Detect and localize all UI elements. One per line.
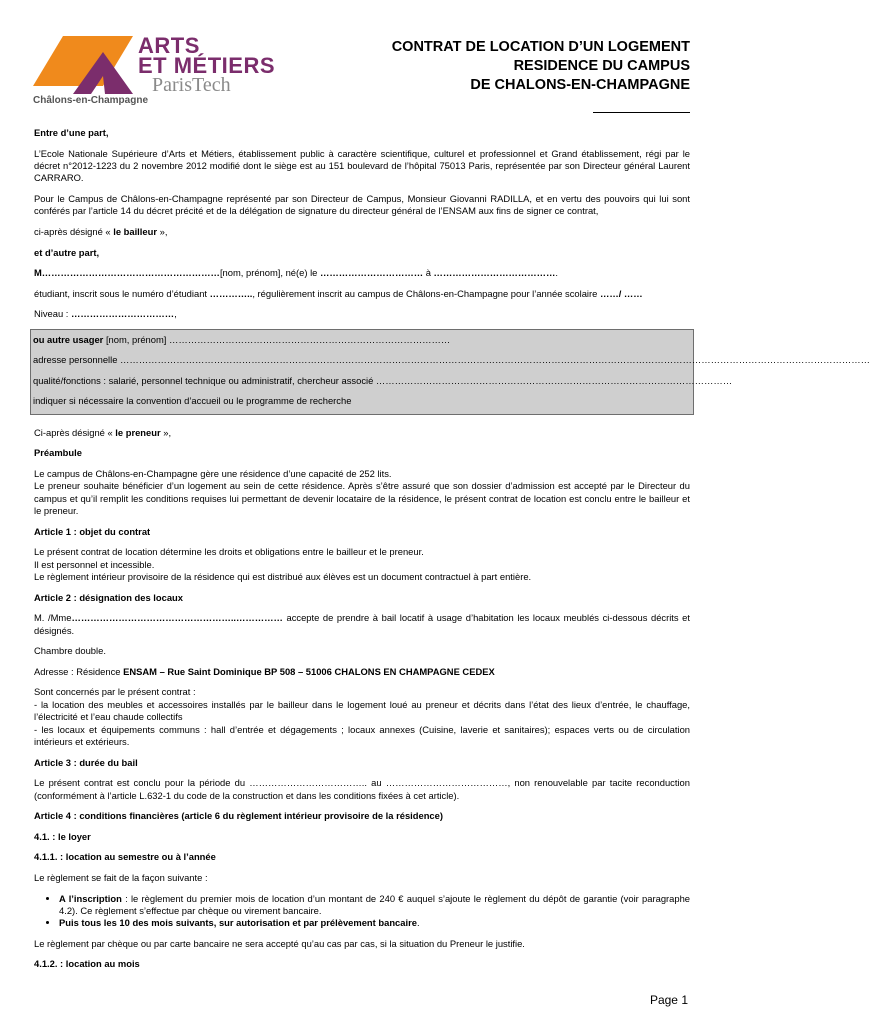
text: [nom, prénom], né(e) le [219,267,320,279]
document-body [33,127,870,979]
other-user-line [33,334,689,346]
text: , [174,308,177,320]
text: - la location des meubles et accessoires installés par le bailleur dans le logement loué au preneur et décrits dans l’état des lieux d’entrée, le chauffage, l’électricité et l’eau chaude collectifs [34,698,690,723]
text: étudiant, inscrit sous le numéro d’étudiant [34,287,210,299]
brand-line-3: ParisTech [152,74,231,96]
preneur-designation [34,427,690,439]
preambule-text [34,468,690,518]
text: à [423,267,434,279]
other-user-label: ou autre usager [33,333,104,345]
brand-line-1: ARTS [138,33,200,58]
other-user-box [30,329,870,415]
preneur-label: le preneur [115,426,161,438]
address-line: adresse personnelle …………………………………………………………………………………………………………………………………………………………………………………………………………………… [33,354,870,366]
payment-intro: Le règlement se fait de la façon suivante : [34,871,208,883]
text: », [157,226,168,237]
student-number-line [34,288,690,300]
text: ci-après désigné « [34,226,114,237]
school-year-blank: ……/ …… [599,287,643,299]
level-blank: …………………………… [71,308,175,320]
title-line-1: CONTRAT DE LOCATION D’UN LOGEMENT [391,39,690,55]
convention-line: indiquer si nécessaire la convention d’accueil ou le programme de recherche [33,395,352,407]
level-line [34,308,690,320]
tenant-name-blank: ……………………………………………..…………… [71,612,283,624]
brand-line-2: ET MÉTIERS [138,53,276,78]
article-1-text [34,546,690,583]
text: A l’inscription [59,892,122,904]
text: : le règlement du premier mois de location d’un montant de 240 € auquel s’ajoute le règlement du dépôt de garantie (voir paragraphe 4.2). Ce règlement s’effectue par chèque ou virement bancaire. [59,892,691,916]
bailleur-label: le bailleur [113,226,157,237]
payment-note: Le règlement par chèque ou par carte bancaire ne sera accepté qu’au cas par cas, si la situation du Preneur le justifie. [34,937,525,949]
article-1-heading: Article 1 : objet du contrat [34,525,151,537]
page-number: Page 1 [649,993,688,1007]
text: Le campus de Châlons-en-Champagne gère une résidence d’une capacité de 252 lits. [34,467,392,479]
list-item [59,917,690,929]
text: Sont concernés par le présent contrat : [34,686,196,698]
list-item [59,893,690,918]
residence-address: ENSAM – Rue Saint Dominique BP 508 – 51006 CHALONS EN CHAMPAGNE CEDEX [123,665,495,677]
birthplace-blank: ………………………………… [433,267,556,279]
title-line-3: DE CHALONS-EN-CHAMPAGNE [470,77,690,93]
text: Niveau : [34,308,71,320]
text: Le présent contrat de location détermine les droits et obligations entre le bailleur et le preneur. [34,546,424,558]
text: , régulièrement inscrit au campus de Châlons-en-Champagne pour l’année scolaire [252,287,600,299]
text: Le preneur souhaite bénéficier d’un logement au sein de cette résidence. Après s’être assuré que son dossier d’admission est accepté par le Directeur du campus et qu’il remplit les conditions requises lui permettant de devenir locataire de la résidence, le présent contrat de location est conclu entre le bailleur et le preneur. [34,480,690,516]
text: », [160,426,172,438]
article-2-room: Chambre double. [34,645,106,657]
text: - les locaux et équipements communs : hall d’entrée et dégagements ; locaux annexes (Cuisine, laverie et sanitaires); espaces verts ou de circulation intérieurs et extérieurs. [34,723,690,747]
section-4-1-1-heading: 4.1.1. : location au semestre ou à l’année [34,851,216,863]
bailleur-designation [34,226,690,238]
article-3-text: Le présent contrat est conclu pour la période du ……………………………….. au …………………………………, non renouvelable par tacite reconduction (conformément à l’article L.632-1 du code de la construction et dans les conditions fixées à cet article). [34,777,690,801]
article-2-heading: Article 2 : désignation des locaux [34,591,183,603]
brand-city: Châlons-en-Champagne [33,95,149,106]
birthdate-blank: …………………………… [319,267,424,279]
article-3-heading: Article 3 : durée du bail [34,756,138,768]
title-line-2: RESIDENCE DU CAMPUS [513,58,690,74]
ensam-paragraph: L’Ecole Nationale Supérieure d’Arts et Métiers, établissement public à caractère scientifique, culturel et professionnel et Grand établissement, régi par le décret n°2012-1223 du 2 novembre 2012 modifié dont le siège est au 151 boulevard de l’hôpital 75013 Paris, représentée par son Directeur général Laurent CARRARO. [34,147,690,184]
text: Il est personnel et incessible. [34,558,155,570]
payment-list [34,893,690,930]
text: Le règlement intérieur provisoire de la résidence qui est distribué aux élèves est un document contractuel à part entière. [34,571,532,582]
article-2-address [34,666,690,678]
text: Adresse : Résidence [34,665,124,677]
preambule-heading: Préambule [34,447,82,459]
tenant-identity-line [34,267,690,279]
text: [nom, prénom] ……………………………………………………………………………… [103,333,451,345]
section-4-1-heading: 4.1. : le loyer [34,830,91,842]
text: accepte de prendre à bail locatif à usage d’habitation les locaux meublés ci-dessous décrits et désignés. [34,612,690,636]
quality-line: qualité/fonctions : salarié, personnel technique ou administratif, chercheur associé …………………………………………………………………………………………………… [33,374,733,386]
section-4-1-2-heading: 4.1.2. : location au mois [34,958,140,970]
campus-paragraph: Pour le Campus de Châlons-en-Champagne représenté par son Directeur de Campus, Monsieur Giovanni RADILLA, et en vertu des pouvoirs qui lui sont conférés par l’article 14 du décret précité et de la délégation de signature du directeur général de l’ENSAM aux fins de signer ce contrat, [34,193,690,217]
article-2-scope [34,686,690,748]
title-underline [593,112,690,113]
student-number-blank: ………….. [209,287,253,299]
contract-title [392,38,690,95]
text: M. /Mme [34,612,72,624]
text: . [555,267,559,279]
party-one-heading: Entre d’une part, [34,127,109,138]
text: . [416,917,420,929]
text: Puis tous les 10 des mois suivants, sur autorisation et par prélèvement bancaire [59,917,417,929]
name-blank: M………………………………………………… [34,267,220,279]
article-2-text-1 [34,612,690,637]
article-4-heading: Article 4 : conditions financières (article 6 du règlement intérieur provisoire de la résidence) [34,810,443,822]
party-two-heading: et d’autre part, [34,246,100,258]
text: Ci-après désigné « [34,426,116,438]
